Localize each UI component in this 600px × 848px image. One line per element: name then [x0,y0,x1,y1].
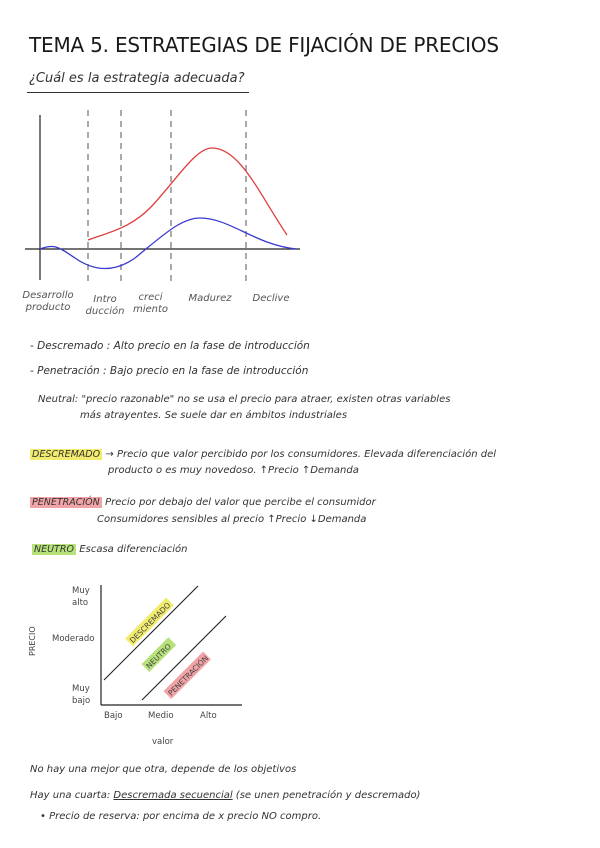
subtitle-underline [27,92,249,93]
penetracion-block [30,494,376,511]
neutral-note-line1: Neutral: "precio razonable" no se usa el precio para atraer, existen otras variables [38,394,451,405]
penetracion-tag: PENETRACIÓN [32,497,100,508]
neutro-block [32,541,188,558]
stage-label: Madurez [188,293,232,304]
descremado-text-line1: → Precio que valor percibido por los consumidores. Elevada diferenciación del [105,449,497,460]
matrix-x-label: valor [152,737,174,747]
matrix-y-tick: Muy [72,684,90,694]
descremado-text-line2: producto o es muy novedoso. ↑Precio ↑Demanda [108,465,359,476]
matrix-x-tick: Alto [200,711,217,721]
stage-label: creci miento [132,292,169,315]
penetracion-text-line1: Precio por debajo del valor que percibe el consumidor [105,497,376,508]
descremada-secuencial: Descremada secuencial [113,790,233,801]
page-title: TEMA 5. ESTRATEGIAS DE FIJACIÓN DE PRECIOS [29,33,499,57]
price-value-matrix [20,580,270,750]
matrix-tag-neutro-text: NEUTRO [144,641,174,671]
matrix-y-tick: bajo [72,696,91,706]
subtitle: ¿Cuál es la estrategia adecuada? [29,71,245,86]
profit-curve [40,218,297,269]
stage-label: Desarrollo producto [22,290,74,313]
conclusion-suffix: (se unen penetración y descremado) [232,790,421,801]
conclusion-prefix: Hay una cuarta: [30,790,114,801]
matrix-y-label: PRECIO [28,626,37,656]
lifecycle-chart [0,100,320,290]
conclusion-line3: • Precio de reserva: por encima de x precio NO compro. [40,811,322,822]
matrix-y-tick: alto [72,598,89,608]
matrix-y-tick: Muy [72,586,90,596]
matrix-tag-descremado [125,598,174,647]
matrix-tag-neutro [142,637,177,672]
stage-label: Declive [252,293,290,304]
penetracion-text-line2: Consumidores sensibles al precio ↑Precio ↓Demanda [97,514,367,525]
matrix-tag-penetracion [164,652,211,699]
matrix-tag-penetracion-text: PENETRACIÓN [166,653,211,698]
matrix-x-tick: Bajo [104,711,123,721]
descremado-block [30,446,496,463]
neutro-text: Escasa diferenciación [79,544,188,555]
conclusion-line2 [30,788,420,804]
definition-descremado: - Descremado : Alto precio en la fase de introducción [30,340,310,352]
definition-penetracion: - Penetración : Bajo precio en la fase de introducción [30,365,309,377]
matrix-x-tick: Medio [148,711,174,721]
descremado-tag: DESCREMADO [32,449,101,460]
matrix-tag-descremado-text: DESCREMADO [127,600,173,645]
sales-curve [88,148,287,240]
neutral-note-line2: más atrayentes. Se suele dar en ámbitos industriales [80,410,348,421]
stage-label: Intro ducción [85,294,125,317]
conclusion-line1: No hay una mejor que otra, depende de los objetivos [30,764,297,775]
matrix-y-tick: Moderado [52,634,95,644]
neutro-tag: NEUTRO [34,544,74,555]
